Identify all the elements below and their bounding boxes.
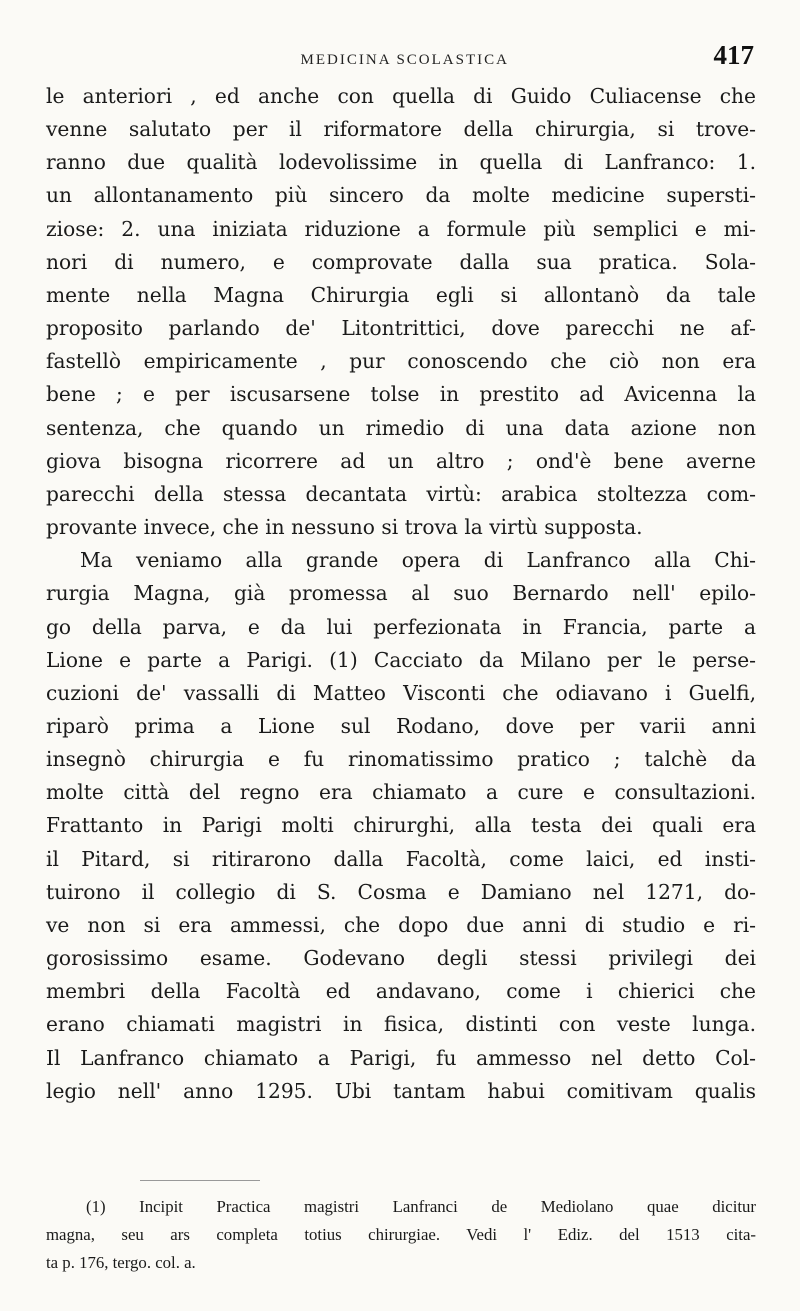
text-line: nori di numero, e comprovate dalla sua pratica. Sola- (46, 249, 756, 274)
text-line: parecchi della stessa decantata virtù: arabica stoltezza com- (46, 481, 756, 506)
text-line: insegnò chirurgia e fu rinomatissimo pratico ; talchè da (46, 747, 756, 772)
text-line: ranno due qualità lodevolissime in quella di Lanfranco: 1. (46, 150, 756, 175)
text-line: membri della Facoltà ed andavano, come i chierici che (46, 979, 756, 1004)
text-line: legio nell' anno 1295. Ubi tantam habui comitivam qualis (46, 1078, 756, 1103)
text-line: gorosissimo esame. Godevano degli stessi privilegi dei (46, 946, 756, 971)
footnote-line: (1) Incipit Practica magistri Lanfranci de Mediolano quae dicitur (86, 1197, 756, 1216)
text-line: ve non si era ammessi, che dopo due anni di studio e ri- (46, 912, 756, 937)
text-line: cuzioni de' vassalli di Matteo Visconti che odiavano i Guelfi, (46, 680, 756, 705)
footnote-line: magna, seu ars completa totius chirurgiae. Vedi l' Ediz. del 1513 cita- (46, 1225, 756, 1244)
text-line: provante invece, che in nessuno si trova la virtù supposta. (46, 515, 643, 540)
text-line: un allontanamento più sincero da molte medicine supersti- (46, 183, 756, 208)
page-header (46, 40, 754, 76)
text-line: sentenza, che quando un rimedio di una data azione non (46, 415, 756, 440)
text-line: venne salutato per il riformatore della chirurgia, si trove- (46, 117, 756, 142)
text-line: tuirono il collegio di S. Cosma e Damiano nel 1271, do- (46, 879, 756, 904)
text-line: il Pitard, si ritirarono dalla Facoltà, come laici, ed insti- (46, 846, 756, 871)
paragraph-start-line: Ma veniamo alla grande opera di Lanfranco alla Chi- (80, 548, 756, 573)
text-line: Lione e parte a Parigi. (1) Cacciato da Milano per le perse- (46, 647, 756, 672)
text-line: rurgia Magna, già promessa al suo Bernardo nell' epilo- (46, 581, 756, 606)
text-line: le anteriori , ed anche con quella di Guido Culiacense che (46, 84, 756, 108)
text-line: proposito parlando de' Litontrittici, dove parecchi ne af- (46, 316, 756, 341)
running-title: MEDICINA SCOLASTICA (300, 52, 509, 68)
text-line: erano chiamati magistri in fisica, distinti con veste lunga. (46, 1012, 756, 1037)
text-line: ziose: 2. una iniziata riduzione a formule più semplici e mi- (46, 216, 756, 241)
page-number: 417 (713, 40, 754, 70)
text-line: go della parva, e da lui perfezionata in Francia, parte a (46, 614, 756, 639)
footnote (46, 1193, 756, 1277)
text-line: mente nella Magna Chirurgia egli si allontanò da tale (46, 282, 756, 307)
text-line: bene ; e per iscusarsene tolse in prestito ad Avicenna la (46, 382, 756, 407)
text-line: riparò prima a Lione sul Rodano, dove per varii anni (46, 713, 756, 738)
text-line: molte città del regno era chiamato a cure e consultazioni. (46, 780, 756, 805)
text-line: fastellò empiricamente , pur conoscendo che ciò non era (46, 349, 756, 374)
footnote-separator (140, 1180, 260, 1181)
text-line: Frattanto in Parigi molti chirurghi, alla testa dei quali era (46, 813, 756, 838)
text-line: Il Lanfranco chiamato a Parigi, fu ammesso nel detto Col- (46, 1045, 756, 1070)
body-text (46, 80, 756, 1108)
footnote-line: ta p. 176, tergo. col. a. (46, 1253, 196, 1272)
text-line: giova bisogna ricorrere ad un altro ; ond'è bene averne (46, 448, 756, 473)
